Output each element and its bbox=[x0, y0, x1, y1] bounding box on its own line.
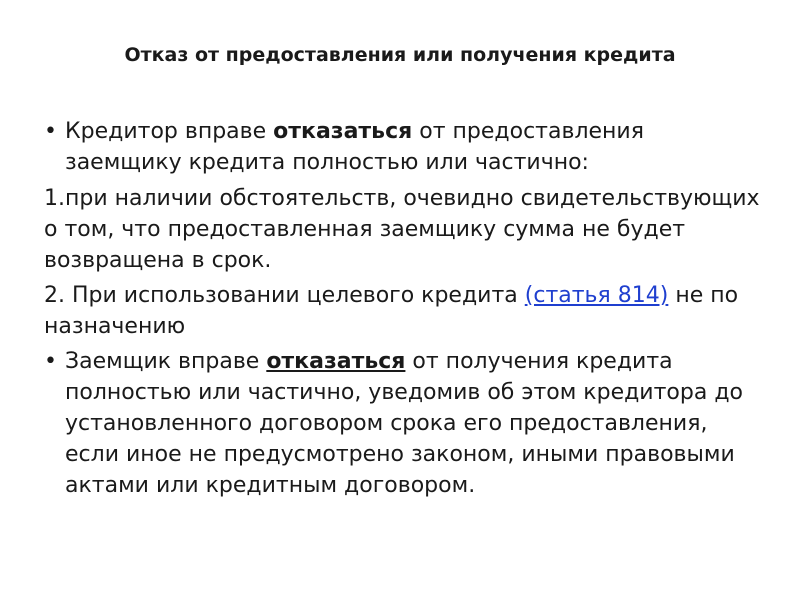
article-814-link[interactable]: (статья 814) bbox=[524, 283, 669, 308]
bullet-marker: • bbox=[44, 349, 57, 374]
item-1-text: 1.при наличии обстоятельств, очевидно свидетельствующих о том, что предоставленная заемщику сумма не будет возвращена в срок. bbox=[44, 186, 760, 273]
creditor-text-start: Кредитор вправе bbox=[65, 119, 274, 144]
item-2-text-end: не по назначению bbox=[44, 283, 739, 339]
slide-content bbox=[44, 116, 764, 501]
creditor-text-end: от предоставления заемщику кредита полностью или частично: bbox=[65, 119, 644, 175]
item-2-text-start: 2. При использовании целевого кредита bbox=[44, 283, 525, 308]
borrower-text-end: от получения кредита полностью или частично, уведомив об этом кредитора до установленного договором срока его предоставления, если иное не предусмотрено законом, иными правовыми актами или кредитным договором. bbox=[65, 349, 743, 498]
bullet-borrower bbox=[44, 346, 764, 501]
bullet-creditor bbox=[44, 116, 764, 178]
item-1 bbox=[44, 183, 764, 276]
borrower-text-start: Заемщик вправе bbox=[65, 349, 267, 374]
creditor-emphasis: отказаться bbox=[273, 119, 413, 144]
item-2 bbox=[44, 280, 764, 342]
slide-title: Отказ от предоставления или получения кредита bbox=[124, 44, 676, 66]
bullet-marker: • bbox=[44, 119, 57, 144]
borrower-emphasis: отказаться bbox=[266, 349, 406, 374]
